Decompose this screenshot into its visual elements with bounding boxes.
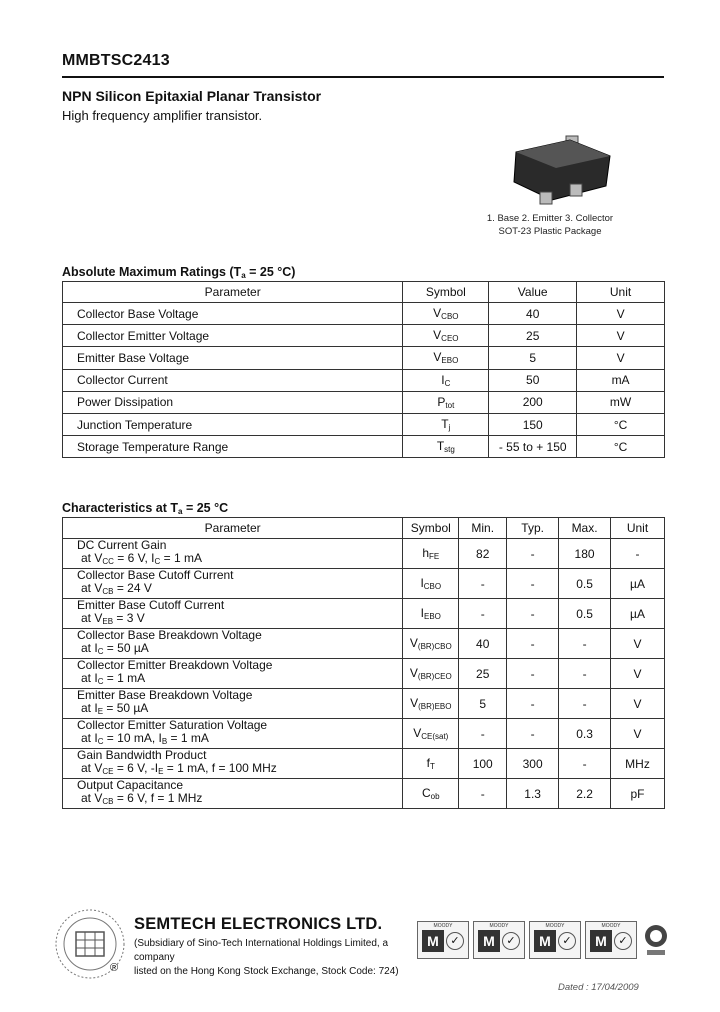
sgs-cert-icon <box>643 923 669 957</box>
symbol-cell: $V_{EBO}$ <box>403 347 489 369</box>
symbol-cell: $V_{(BR)EBO}$ <box>403 689 459 719</box>
unit-cell: V <box>577 325 665 347</box>
symbol-cell: $f_T$ <box>403 749 459 779</box>
certification-logos <box>417 921 667 973</box>
symbol-cell: $T_{stg}$ <box>403 436 489 458</box>
cert-logo: MOODY M ✓ <box>417 921 469 959</box>
table-row <box>63 303 665 325</box>
device-description: High frequency amplifier transistor. <box>62 108 263 123</box>
unit-cell: V <box>611 629 665 659</box>
table-row <box>63 779 665 809</box>
column-header: Min. <box>459 518 507 539</box>
test-condition: at $V_{CB} = 24$ V <box>81 581 152 596</box>
unit-cell: µA <box>611 599 665 629</box>
min-cell: 82 <box>459 539 507 569</box>
pin-2-lead <box>570 184 582 196</box>
value-cell: 200 <box>489 391 577 413</box>
parameter-cell: Collector Base Voltage <box>63 303 403 325</box>
typ-cell: 300 <box>507 749 559 779</box>
parameter-name: Emitter Base Cutoff Current <box>77 598 225 612</box>
table-row <box>63 391 665 413</box>
min-cell: 5 <box>459 689 507 719</box>
symbol-cell: $I_{CBO}$ <box>403 569 459 599</box>
registered-mark: ® <box>110 962 119 974</box>
test-condition: at $I_E = 50$ µA <box>81 701 149 716</box>
symbol-cell: $T_j$ <box>403 413 489 435</box>
parameter-name: Collector Base Breakdown Voltage <box>77 628 262 642</box>
package-name: SOT-23 Plastic Package <box>498 226 602 237</box>
parameter-cell: Power Dissipation <box>63 391 403 413</box>
cert-logo: MOODY M ✓ <box>473 921 525 959</box>
table-row <box>63 599 665 629</box>
parameter-cell: Storage Temperature Range <box>63 436 403 458</box>
test-condition: at $I_C = 1$ mA <box>81 671 146 686</box>
abs-max-title: Absolute Maximum Ratings ($T_a = 25$ °C) <box>62 265 296 280</box>
typ-cell: 1.3 <box>507 779 559 809</box>
column-header: Parameter <box>63 518 403 539</box>
table-row <box>63 539 665 569</box>
typ-cell: - <box>507 539 559 569</box>
value-cell: - 55 to + 150 <box>489 436 577 458</box>
unit-cell: V <box>611 719 665 749</box>
typ-cell: - <box>507 599 559 629</box>
column-header: Max. <box>559 518 611 539</box>
symbol-cell: $V_{CEO}$ <box>403 325 489 347</box>
parameter-cell: Collector Current <box>63 369 403 391</box>
column-header: Symbol <box>403 282 489 303</box>
table-row <box>63 436 665 458</box>
parameter-name: Collector Emitter Breakdown Voltage <box>77 658 273 672</box>
table-row <box>63 629 665 659</box>
symbol-cell: $V_{CBO}$ <box>403 303 489 325</box>
min-cell: - <box>459 719 507 749</box>
unit-cell: V <box>611 689 665 719</box>
symbol-cell: $I_C$ <box>403 369 489 391</box>
parameter-cell: Emitter Base Voltage <box>63 347 403 369</box>
value-cell: 25 <box>489 325 577 347</box>
test-condition: at $V_{EB} = 3$ V <box>81 611 145 626</box>
max-cell: - <box>559 659 611 689</box>
table-row <box>63 689 665 719</box>
parameter-name: Collector Base Cutoff Current <box>77 568 234 582</box>
unit-cell: °C <box>577 436 665 458</box>
symbol-cell: $V_{(BR)CEO}$ <box>403 659 459 689</box>
table-row <box>63 369 665 391</box>
typ-cell: - <box>507 569 559 599</box>
parameter-cell <box>63 539 403 569</box>
table-row <box>63 659 665 689</box>
typ-cell: - <box>507 659 559 689</box>
test-condition: at $V_{CC} = 6$ V, $I_C = 1$ mA <box>81 551 202 566</box>
test-condition: at $I_C = 10$ mA, $I_B = 1$ mA <box>81 731 209 746</box>
abs-max-table <box>62 281 665 458</box>
max-cell: 0.3 <box>559 719 611 749</box>
min-cell: 25 <box>459 659 507 689</box>
max-cell: 2.2 <box>559 779 611 809</box>
unit-cell: pF <box>611 779 665 809</box>
document-subtitle: NPN Silicon Epitaxial Planar Transistor <box>62 88 322 104</box>
symbol-cell: $V_{(BR)CBO}$ <box>403 629 459 659</box>
min-cell: - <box>459 599 507 629</box>
cert-logo: MOODY M ✓ <box>529 921 581 959</box>
column-header: Symbol <box>403 518 459 539</box>
unit-cell: V <box>611 659 665 689</box>
min-cell: - <box>459 779 507 809</box>
parameter-cell: Collector Emitter Voltage <box>63 325 403 347</box>
unit-cell: mW <box>577 391 665 413</box>
parameter-name: Output Capacitance <box>77 778 184 792</box>
symbol-cell: $C_{ob}$ <box>403 779 459 809</box>
column-header: Value <box>489 282 577 303</box>
package-legend <box>470 212 630 238</box>
value-cell: 50 <box>489 369 577 391</box>
table-row <box>63 413 665 435</box>
pin-1-lead <box>540 192 552 204</box>
typ-cell: - <box>507 719 559 749</box>
parameter-cell <box>63 659 403 689</box>
max-cell: 0.5 <box>559 599 611 629</box>
parameter-cell <box>63 569 403 599</box>
parameter-cell <box>63 629 403 659</box>
parameter-name: Gain Bandwidth Product <box>77 748 207 762</box>
test-condition: at $V_{CE} = 6$ V, $-I_E = 1$ mA, f = 100 MHz <box>81 761 277 776</box>
column-header: Unit <box>577 282 665 303</box>
table-row <box>63 347 665 369</box>
parameter-name: DC Current Gain <box>77 538 167 552</box>
typ-cell: - <box>507 629 559 659</box>
table-row <box>63 719 665 749</box>
symbol-cell: $V_{CE(sat)}$ <box>403 719 459 749</box>
parameter-cell <box>63 719 403 749</box>
value-cell: 40 <box>489 303 577 325</box>
company-name: SEMTECH ELECTRONICS LTD. <box>134 915 383 933</box>
max-cell: - <box>559 689 611 719</box>
table-row <box>63 325 665 347</box>
test-condition: at $V_{CB} = 6$ V, f = 1 MHz <box>81 791 203 806</box>
dated-stamp: Dated : 17/04/2009 <box>558 982 639 993</box>
parameter-name: Emitter Base Breakdown Voltage <box>77 688 253 702</box>
sot23-package-image <box>508 128 618 212</box>
characteristics-title: Characteristics at $T_a = 25$ °C <box>62 501 229 516</box>
table-row <box>63 749 665 779</box>
table-row <box>63 569 665 599</box>
characteristics-table <box>62 517 665 809</box>
parameter-cell <box>63 779 403 809</box>
typ-cell: - <box>507 689 559 719</box>
symbol-cell: $P_{tot}$ <box>403 391 489 413</box>
value-cell: 150 <box>489 413 577 435</box>
test-condition: at $I_C = 50$ µA <box>81 641 149 656</box>
symbol-cell: $I_{EBO}$ <box>403 599 459 629</box>
cert-logo: MOODY M ✓ <box>585 921 637 959</box>
parameter-cell: Junction Temperature <box>63 413 403 435</box>
max-cell: 180 <box>559 539 611 569</box>
value-cell: 5 <box>489 347 577 369</box>
part-number: MMBTSC2413 <box>62 52 170 69</box>
min-cell: 40 <box>459 629 507 659</box>
pin-assignment: 1. Base 2. Emitter 3. Collector <box>486 213 614 224</box>
unit-cell: µA <box>611 569 665 599</box>
parameter-cell <box>63 599 403 629</box>
company-subsidiary-note: (Subsidiary of Sino-Tech International Holdings Limited, a company listed on the Hong Kong Stock Exchange, Stock Code: 724) <box>134 938 399 977</box>
min-cell: 100 <box>459 749 507 779</box>
max-cell: - <box>559 749 611 779</box>
symbol-cell: $h_{FE}$ <box>403 539 459 569</box>
max-cell: 0.5 <box>559 569 611 599</box>
parameter-cell <box>63 689 403 719</box>
unit-cell: MHz <box>611 749 665 779</box>
unit-cell: °C <box>577 413 665 435</box>
column-header: Parameter <box>63 282 403 303</box>
parameter-cell <box>63 749 403 779</box>
column-header: Unit <box>611 518 665 539</box>
parameter-name: Collector Emitter Saturation Voltage <box>77 718 268 732</box>
unit-cell: V <box>577 347 665 369</box>
column-header: Typ. <box>507 518 559 539</box>
unit-cell: - <box>611 539 665 569</box>
unit-cell: mA <box>577 369 665 391</box>
title-divider <box>62 76 664 78</box>
unit-cell: V <box>577 303 665 325</box>
max-cell: - <box>559 629 611 659</box>
min-cell: - <box>459 569 507 599</box>
